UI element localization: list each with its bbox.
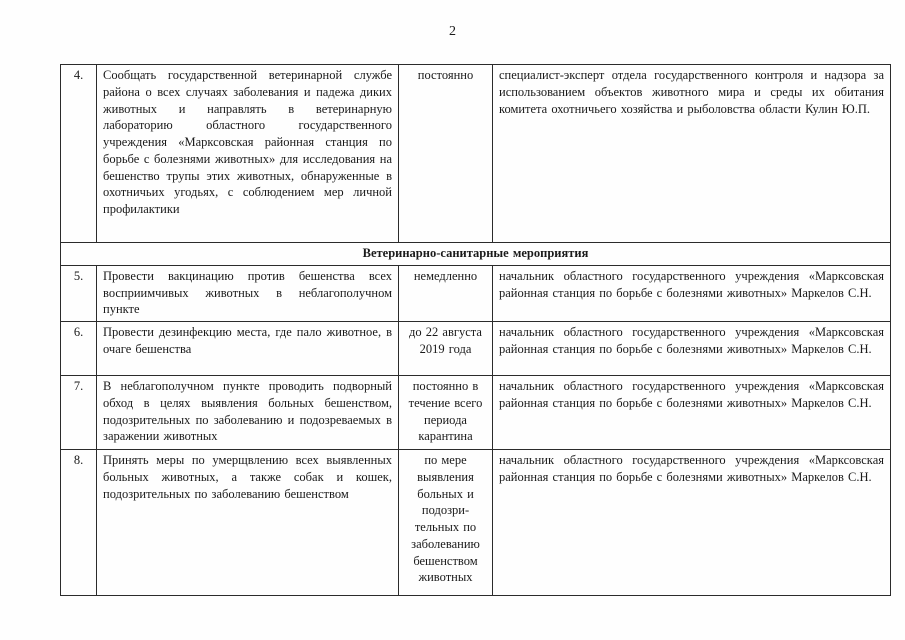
row-number: 5. (61, 265, 97, 321)
section-header-row (61, 243, 891, 266)
section-header-title: Ветеринарно-санитарные мероприятия (61, 243, 891, 266)
row-number: 6. (61, 322, 97, 376)
table-row (61, 65, 891, 243)
row-number: 7. (61, 376, 97, 450)
row-timing-text: постоянно в течение всего периода карантина (399, 376, 493, 450)
table-row (61, 322, 891, 376)
row-number: 4. (61, 65, 97, 243)
measures-table (60, 64, 891, 596)
row-responsible-text: начальник областного государственного учреждения «Марксовская районная станция по борьбе с болезнями животных» Маркелов С.Н. (493, 322, 891, 376)
row-responsible-text: начальник областного государственного учреждения «Марксовская районная станция по борьбе с болезнями животных» Маркелов С.Н. (493, 450, 891, 596)
row-timing-text: постоянно (399, 65, 493, 243)
row-number: 8. (61, 450, 97, 596)
row-timing-text: до 22 августа 2019 года (399, 322, 493, 376)
row-action-text: Провести вакцинацию против бешенства всех восприимчивых животных в неблагополучном пункте (97, 265, 399, 321)
table-row (61, 450, 891, 596)
row-responsible-text: начальник областного государственного учреждения «Марксовская районная станция по борьбе с болезнями животных» Маркелов С.Н. (493, 265, 891, 321)
row-action-text: Сообщать государственной ветеринарной службе района о всех случаях заболевания и падежа диких животных и направлять в ветеринарную лабораторию областного государственного учреждения «Марксовская районная станция по борьбе с болезнями животных» для исследования на бешенство трупы этих животных, обнаруженные в охотничьих угодьях, с соблюдением мер личной профилактики (97, 65, 399, 243)
row-action-text: Провести дезинфекцию места, где пало животное, в очаге бешенства (97, 322, 399, 376)
row-responsible-text: специалист-эксперт отдела государственного контроля и надзора за использованием объектов животного мира и среды их обитания комитета охотничьего хозяйства и рыболовства области Кулин Ю.П. (493, 65, 891, 243)
row-timing-text: немедленно (399, 265, 493, 321)
table-row (61, 376, 891, 450)
table-row (61, 265, 891, 321)
row-action-text: В неблагополучном пункте проводить подворный обход в целях выявления больных бешенством, подозрительных по заболеванию и подозреваемых в заражении животных (97, 376, 399, 450)
row-timing-text: по мере выявления больных и подозри- тельных по заболеванию бешенством животных (399, 450, 493, 596)
page-number: 2 (449, 24, 456, 39)
row-responsible-text: начальник областного государственного учреждения «Марксовская районная станция по борьбе с болезнями животных» Маркелов С.Н. (493, 376, 891, 450)
row-action-text: Принять меры по умерщвлению всех выявленных больных животных, а также собак и кошек, подозрительных по заболеванию бешенством (97, 450, 399, 596)
